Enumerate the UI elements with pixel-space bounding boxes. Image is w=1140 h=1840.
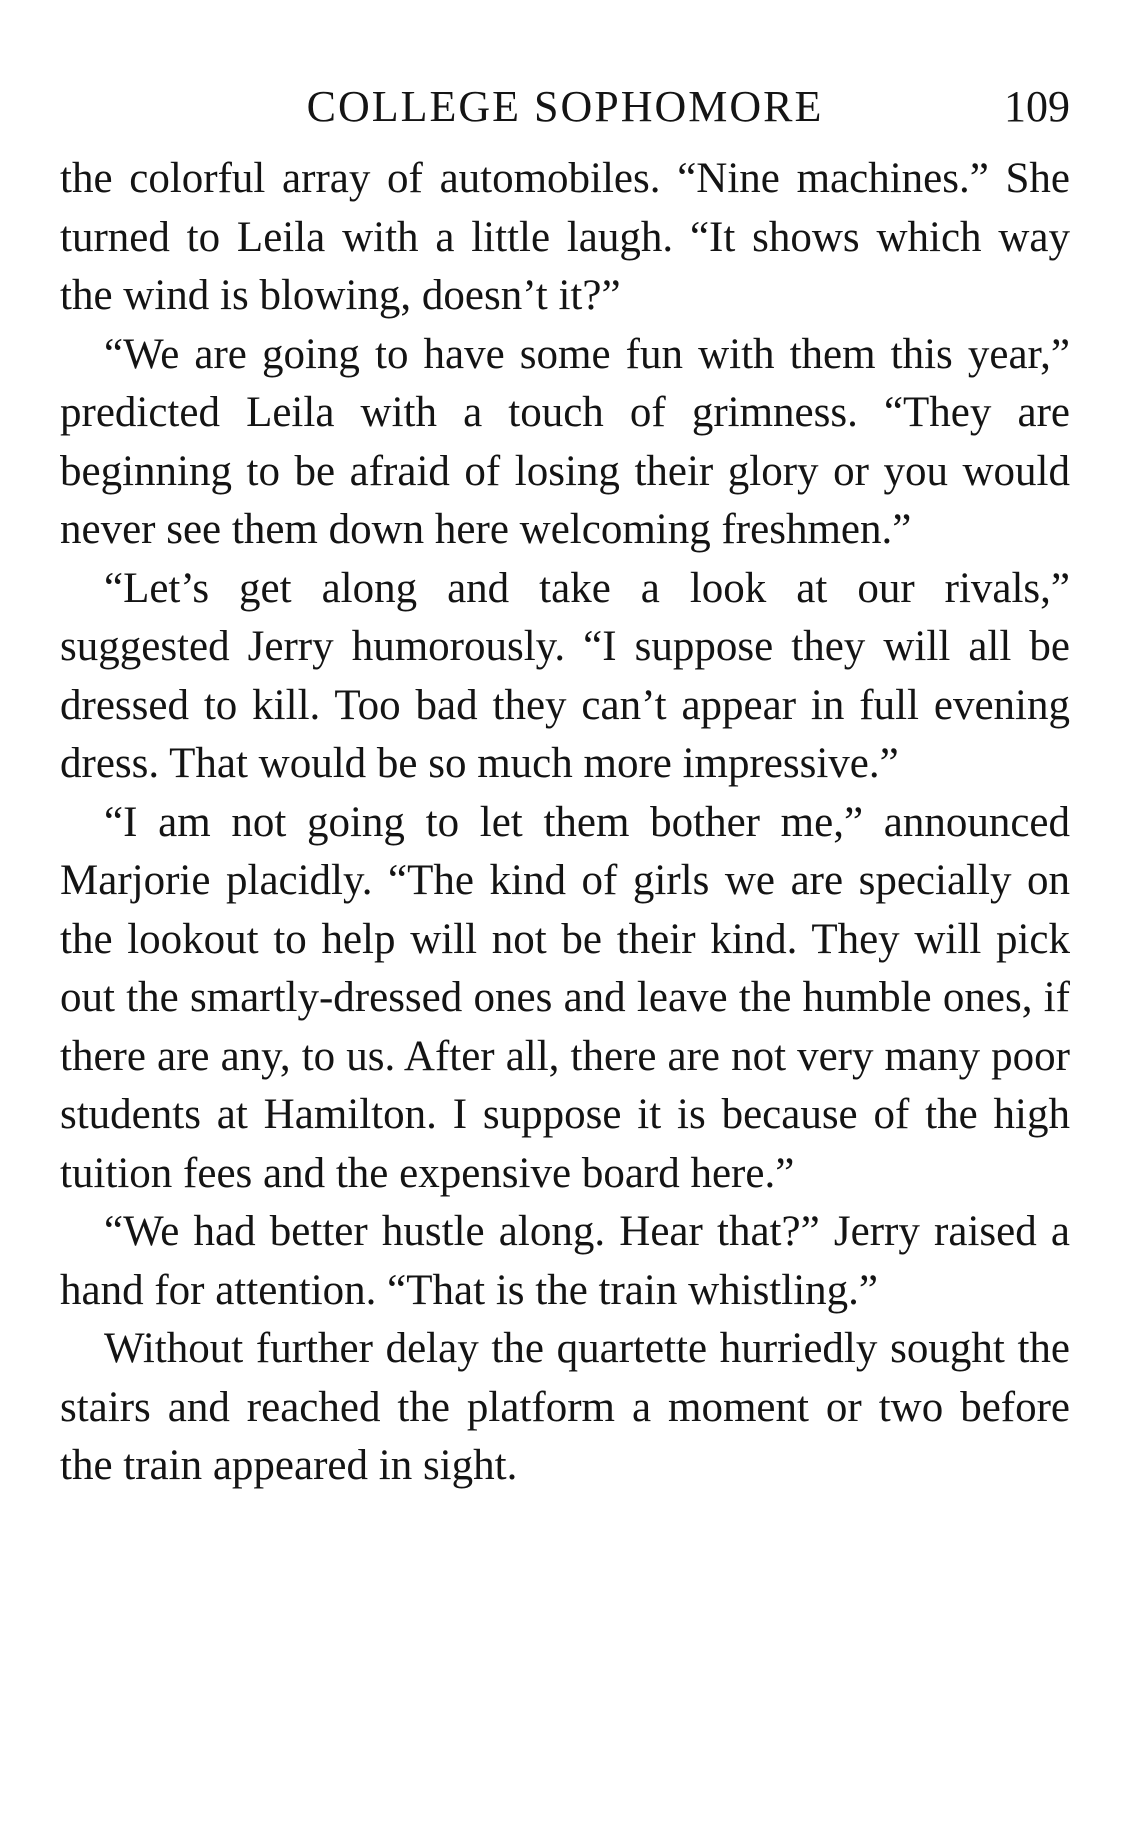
page-number: 109 (1004, 82, 1070, 131)
paragraph: “We had better hustle along. Hear that?” Jerry raised a hand for attention. “That is the train whistling.” (60, 1208, 1070, 1314)
paragraph: the colorful array of automobiles. “Nine machines.” She turned to Leila with a little laugh. “It shows which way the wind is blowing, doesn’t it?” (60, 155, 1070, 319)
paragraph: “Let’s get along and take a look at our rivals,” suggested Jerry humorously. “I suppose they will all be dressed to kill. Too bad they can’t appear in full evening dress. That would be so much more impressive.” (60, 564, 1070, 787)
paragraph: “I am not going to let them bother me,” announced Marjorie placidly. “The kind of girls we are specially on the lookout to help will not be their kind. They will pick out the smartly-dressed ones and leave the humble ones, if there are any, to us. After all, there are not very many poor students at Hamilton. I suppose it is because of the high tuition fees and the expensive board here.” (60, 798, 1070, 1197)
paragraph: “We are going to have some fun with them this year,” predicted Leila with a touch of grimness. “They are beginning to be afraid of losing their glory or you would never see them down here welcoming freshmen.” (60, 330, 1070, 553)
running-head (60, 72, 1070, 142)
running-title: COLLEGE SOPHOMORE (306, 82, 824, 131)
paragraph: Without further delay the quartette hurriedly sought the stairs and reached the platform a moment or two before the train appeared in sight. (60, 1325, 1070, 1489)
body-text (60, 150, 1070, 1496)
